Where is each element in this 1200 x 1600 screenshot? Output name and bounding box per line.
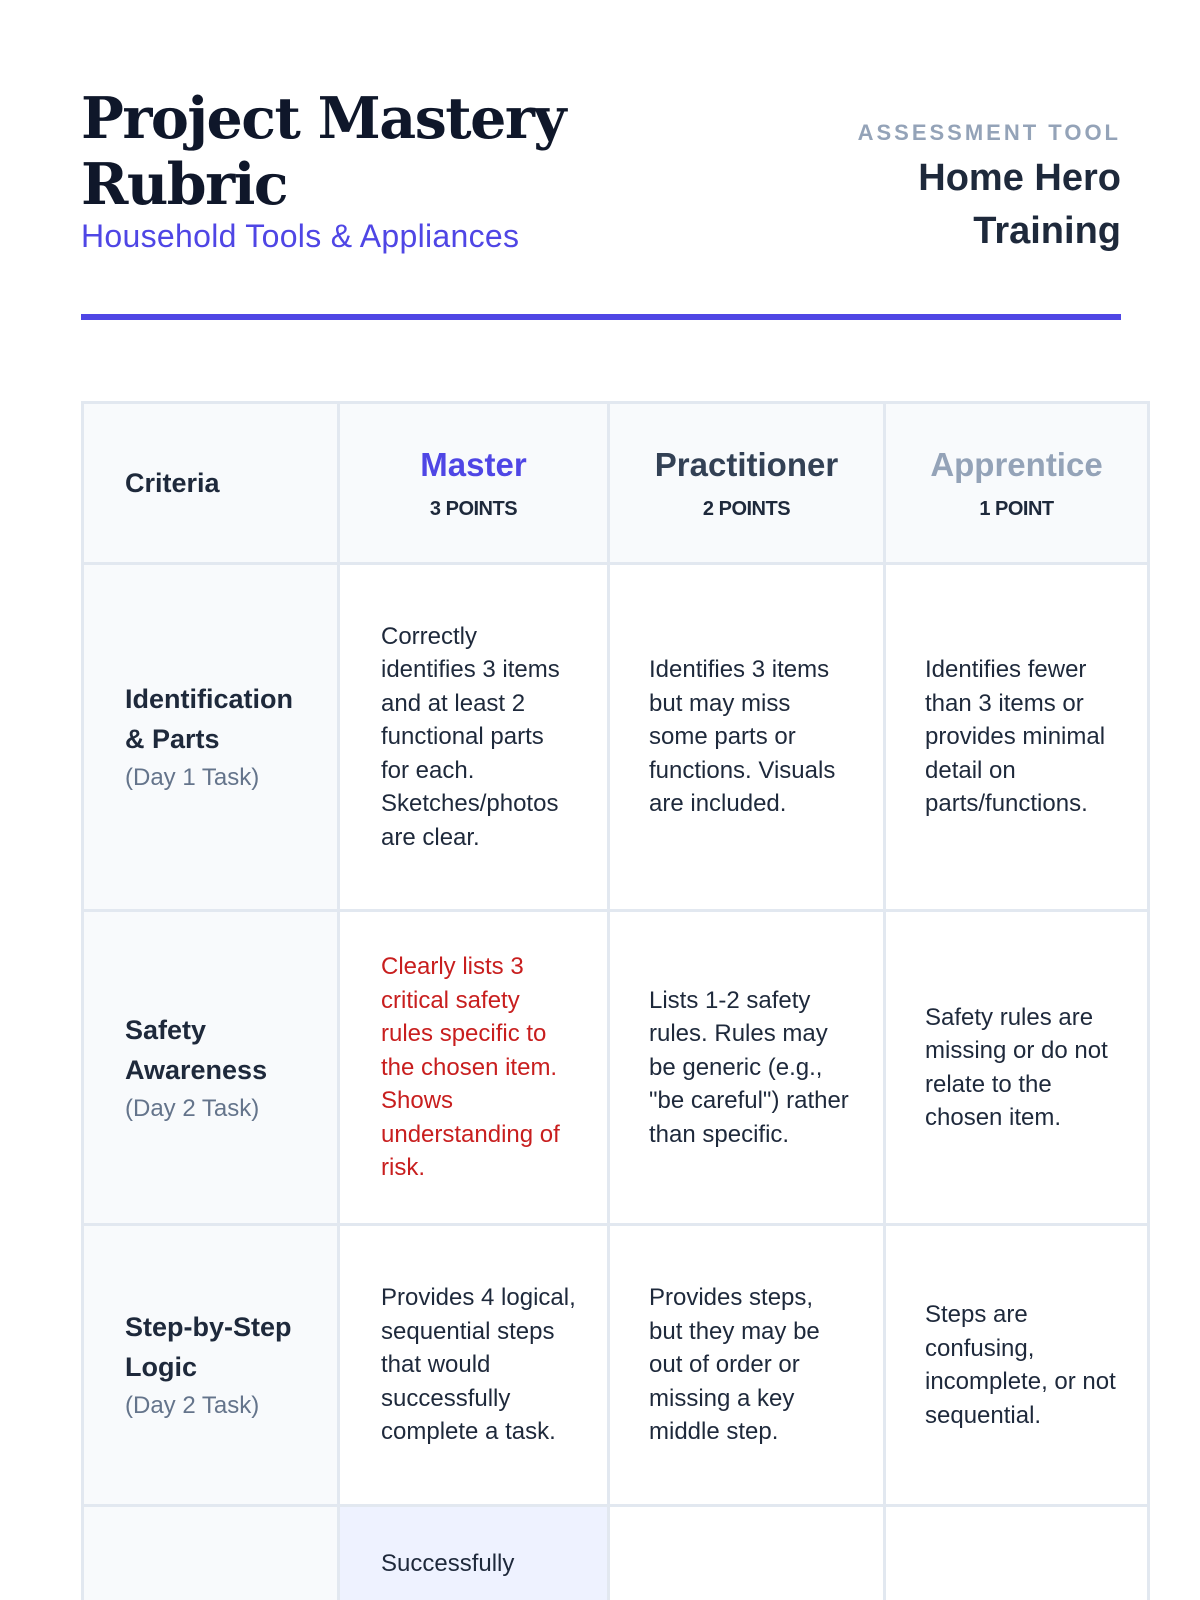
level-points: 1 POINT [979,497,1054,520]
apprentice-description: Identifies fewer than 3 items or provides minimal detail on parts/functions. [885,564,1149,911]
level-name: Master [420,445,527,483]
practitioner-description [609,1506,885,1600]
level-points: 2 POINTS [702,497,791,520]
level-header-practitioner [609,403,885,564]
apprentice-description: Steps are confusing, incomplete, or not sequential. [885,1225,1149,1506]
apprentice-description: Safety rules are missing or do not relate to the chosen item. [885,911,1149,1225]
practitioner-description: Identifies 3 items but may miss some parts or functions. Visuals are included. [609,564,885,911]
criterion-name: Step-by-Step Logic [125,1312,292,1382]
criterion-name: Identification & Parts [125,684,293,754]
level-name: Practitioner [654,445,839,483]
criterion-task: (Day 1 Task) [125,764,260,791]
rubric-row-steps [83,1225,1149,1506]
rubric-row-safety [83,911,1149,1225]
master-description: Correctly identifies 3 items and at least 2 functional parts for each. Sketches/photos are clear. [339,564,609,911]
rubric-header-row [83,403,1149,564]
level-header-apprentice [885,403,1149,564]
header-branding [858,120,1121,258]
rubric-row-identification [83,564,1149,911]
level-points: 3 POINTS [429,497,518,520]
criterion-task: (Day 2 Task) [125,1094,260,1122]
criteria-column-header: Criteria [83,403,339,564]
rubric-table [81,401,1150,1600]
organization-name: Home Hero Training [918,157,1121,252]
assessment-kicker: ASSESSMENT TOOL [857,120,1121,145]
criterion-cell [83,1225,339,1506]
criterion-cell [83,564,339,911]
level-name: Apprentice [930,445,1103,483]
criterion-cell [83,911,339,1225]
page-subtitle: Household Tools & Appliances [81,218,520,254]
level-header-master [339,403,609,564]
master-description: Clearly lists 3 critical safety rules specific to the chosen item. Shows understanding of risk. [339,911,609,1225]
criterion-cell [83,1506,339,1600]
apprentice-description [885,1506,1149,1600]
master-description: Successfully [339,1506,609,1600]
page-title: Project Mastery Rubric [81,85,566,218]
master-description: Provides 4 logical, sequential steps that would successfully complete a task. [339,1225,609,1506]
practitioner-description: Lists 1-2 safety rules. Rules may be generic (e.g., "be careful") rather than specific. [609,911,885,1225]
header-divider [81,314,1121,320]
practitioner-description: Provides steps, but they may be out of order or missing a key middle step. [609,1225,885,1506]
criterion-name: Safety Awareness [125,1014,268,1085]
rubric-row-partial [83,1506,1149,1600]
criterion-task: (Day 2 Task) [125,1392,260,1419]
page-header [81,80,1121,260]
